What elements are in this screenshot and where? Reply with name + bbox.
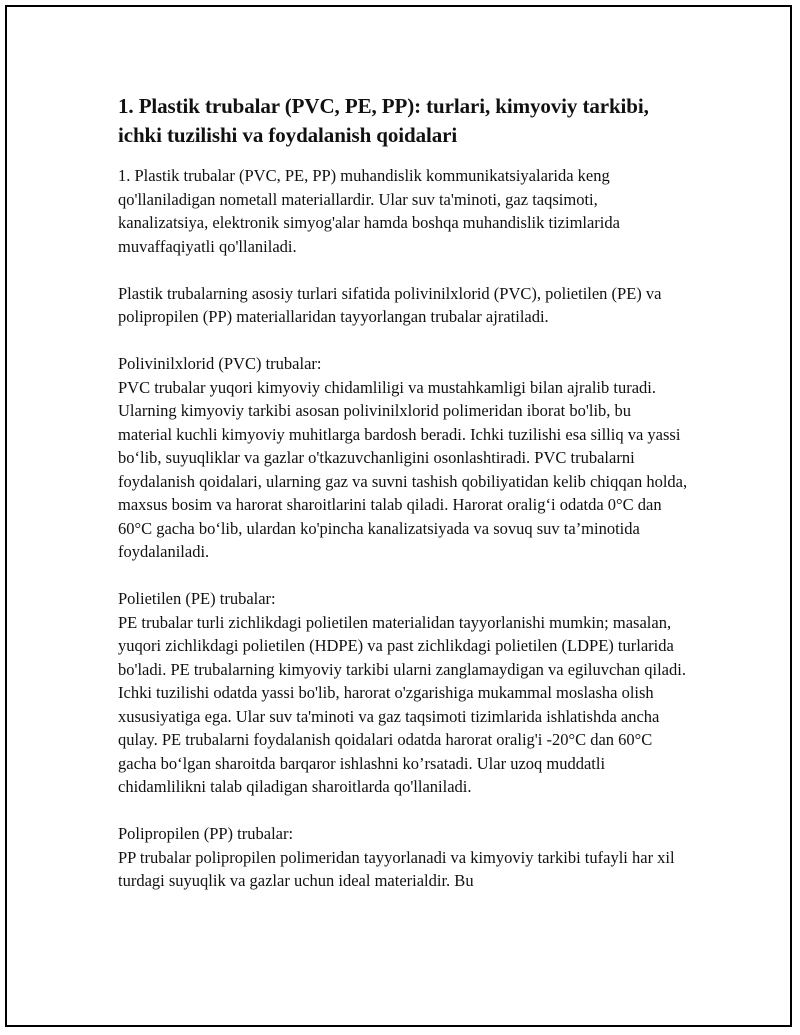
paragraph-intro: 1. Plastik trubalar (PVC, PE, PP) muhandislik kommunikatsiyalarida keng qo'llaniladigan nometall materiallardir. Ular suv ta'minoti, gaz taqsimoti, kanalizatsiya, elektronik simyog'alar hamda boshqa muhandislik tizimlarida muvaffaqiyatli qo'llaniladi. bbox=[118, 166, 620, 256]
paragraph-pp: Polipropilen (PP) trubalar: PP trubalar polipropilen polimeridan tayyorlanadi va kimyoviy tarkibi tufayli har xil turdagi suyuqlik va gazlar uchun ideal materialdir. Bu bbox=[118, 824, 675, 890]
paragraph-types: Plastik trubalarning asosiy turlari sifatida polivinilxlorid (PVC), polietilen (PE) va polipropilen (PP) materiallaridan tayyorlangan trubalar ajratiladi. bbox=[118, 283, 662, 326]
document-body bbox=[118, 92, 688, 893]
document-title: 1. Plastik trubalar (PVC, PE, PP): turlari, kimyoviy tarkibi, ichki tuzilishi va foydalanish qoidalari bbox=[118, 94, 649, 147]
paragraph-pe: Polietilen (PE) trubalar: PE trubalar turli zichlikdagi polietilen materialidan tayyorlanishi mumkin; masalan, yuqori zichlikdagi polietilen (HDPE) va past zichlikdagi polietilen (LDPE) turlarida bo'ladi. PE trubalarning kimyoviy tarkibi ularni zanglamaydigan va egiluvchan qiladi. Ichki tuzilishi odatda yassi bo'lib, harorat o'zgarishiga mukammal moslasha olish xususiyatiga ega. Ular suv ta'minoti va gaz taqsimoti tizimlarida ishlatishda ancha qulay. PE trubalarni foydalanish qoidalari odatda harorat oralig'i -20°C dan 60°C gacha bo‘lgan sharoitda barqaror ishlashni ko’rsatadi. Ular uzoq muddatli chidamlilikni talab qiladigan sharoitlarda qo'llaniladi. bbox=[118, 589, 686, 796]
paragraph-pvc: Polivinilxlorid (PVC) trubalar: PVC trubalar yuqori kimyoviy chidamliligi va mustahkamligi bilan ajralib turadi. Ularning kimyoviy tarkibi asosan polivinilxlorid polimeridan iborat bo'lib, bu material kuchli kimyoviy muhitlarga bardosh beradi. Ichki tuzilishi esa silliq va yassi bo‘lib, suyuqliklar va gazlar o'tkazuvchanligini osonlashtiradi. PVC trubalarni foydalanish qoidalari, ularning gaz va suvni tashish qobiliyatidan kelib chiqqan holda, maxsus bosim va harorat sharoitlarini talab qiladi. Harorat oralig‘i odatda 0°C dan 60°C gacha bo‘lib, ulardan ko'pincha kanalizatsiyada va sovuq suv ta’minotida foydalaniladi. bbox=[118, 354, 688, 561]
